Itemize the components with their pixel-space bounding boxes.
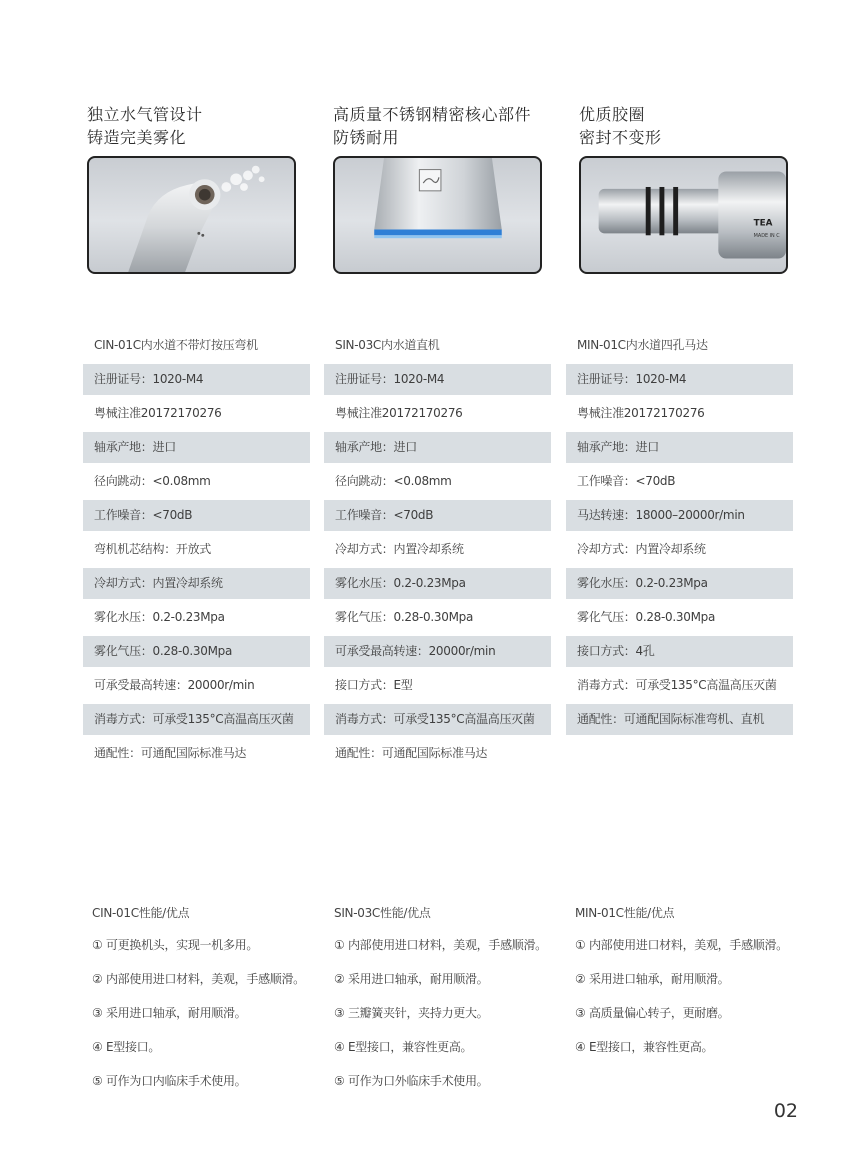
- spec-row: 注册证号：1020-M4: [83, 364, 310, 395]
- feature-2: [333, 103, 563, 149]
- advantage-item: ③ 三瓣簧夹针，夹持力更大。: [334, 1006, 489, 1020]
- spec-row: 轴承产地：进口: [324, 432, 551, 463]
- feature-1-line-1: 独立水气管设计: [87, 105, 203, 124]
- spec-row: 可承受最高转速：20000r/min: [94, 678, 255, 692]
- feature-3: [579, 103, 809, 240]
- motor-photo: [579, 156, 788, 274]
- spec-row: 消毒方式：可承受135°C高温高压灭菌: [83, 704, 310, 735]
- advantage-item: ③ 采用进口轴承，耐用顺滑。: [92, 1006, 247, 1020]
- advantage-item: ⑤ 可作为口内临床手术使用。: [92, 1074, 247, 1088]
- advantage-item: ④ E型接口，兼容性更高。: [334, 1040, 473, 1054]
- advantages-title: SIN-03C性能/优点: [334, 906, 431, 920]
- spec-row: 粤械注准20172170276: [94, 406, 222, 420]
- feature-3-line-2: 密封不变形: [579, 128, 662, 147]
- spec-row: 冷却方式：内置冷却系统: [577, 542, 706, 556]
- spec-row: 消毒方式：可承受135°C高温高压灭菌: [577, 678, 777, 692]
- feature-2-line-1: 高质量不锈钢精密核心部件: [333, 105, 532, 124]
- advantage-item: ④ E型接口。: [92, 1040, 161, 1054]
- spec-row: 雾化气压：0.28-0.30Mpa: [335, 610, 473, 624]
- spec-row: 雾化水压：0.2-0.23Mpa: [324, 568, 551, 599]
- spec-row: 注册证号：1020-M4: [324, 364, 551, 395]
- spec-table-min01c: [566, 329, 793, 735]
- spec-row: 接口方式：E型: [335, 678, 413, 692]
- spec-title: MIN-01C内水道四孔马达: [577, 338, 708, 352]
- spec-row: 雾化气压：0.28-0.30Mpa: [83, 636, 310, 667]
- page-number: 02: [773, 1100, 798, 1122]
- spec-row: 径向跳动：<0.08mm: [335, 474, 452, 488]
- advantages-sin03c: [326, 899, 561, 1098]
- handpiece-head-photo: [87, 156, 296, 274]
- advantage-item: ② 采用进口轴承，耐用顺滑。: [334, 972, 489, 986]
- spec-row: 冷却方式：内置冷却系统: [83, 568, 310, 599]
- advantages-title: CIN-01C性能/优点: [92, 906, 190, 920]
- spec-row: 接口方式：4孔: [566, 636, 793, 667]
- feature-2-line-2: 防锈耐用: [333, 128, 400, 147]
- spec-row: 工作噪音：<70dB: [577, 474, 676, 488]
- advantage-item: ④ E型接口，兼容性更高。: [575, 1040, 714, 1054]
- advantage-item: ① 内部使用进口材料，美观，手感顺滑。: [334, 938, 547, 952]
- advantages-cin01c: [84, 899, 319, 1098]
- motor-brand-text: TEA: [753, 218, 773, 229]
- spec-row: 可承受最高转速：20000r/min: [324, 636, 551, 667]
- spec-table-sin03c: [324, 329, 551, 769]
- straight-handpiece-photo: [333, 156, 542, 274]
- spec-row: 弯机机芯结构：开放式: [94, 542, 212, 556]
- advantage-item: ① 内部使用进口材料，美观，手感顺滑。: [575, 938, 788, 952]
- feature-1: [87, 103, 317, 149]
- spec-row: 通配性：可通配国际标准马达: [335, 746, 488, 760]
- advantage-item: ⑤ 可作为口外临床手术使用。: [334, 1074, 489, 1088]
- advantage-item: ② 采用进口轴承，耐用顺滑。: [575, 972, 730, 986]
- spec-row: 消毒方式：可承受135°C高温高压灭菌: [324, 704, 551, 735]
- spec-row: 冷却方式：内置冷却系统: [335, 542, 464, 556]
- spec-row: 雾化气压：0.28-0.30Mpa: [577, 610, 715, 624]
- spec-row: 工作噪音：<70dB: [83, 500, 310, 531]
- spec-row: 轴承产地：进口: [566, 432, 793, 463]
- spec-row: 粤械注准20172170276: [577, 406, 705, 420]
- advantages-title: MIN-01C性能/优点: [575, 906, 675, 920]
- spec-row: 轴承产地：进口: [83, 432, 310, 463]
- spec-title: SIN-03C内水道直机: [335, 338, 440, 352]
- spec-row: 工作噪音：<70dB: [324, 500, 551, 531]
- spec-row: 雾化水压：0.2-0.23Mpa: [566, 568, 793, 599]
- feature-3-line-1: 优质胶圈: [579, 105, 646, 124]
- advantage-item: ③ 高质量偏心转子，更耐磨。: [575, 1006, 730, 1020]
- spec-row: 径向跳动：<0.08mm: [94, 474, 211, 488]
- motor-made-in-text: MADE IN C: [753, 233, 780, 240]
- spec-row: 雾化水压：0.2-0.23Mpa: [94, 610, 225, 624]
- advantages-min01c: [567, 899, 802, 1064]
- spec-row: 马达转速：18000–20000r/min: [566, 500, 793, 531]
- spec-row: 通配性：可通配国际标准弯机、直机: [566, 704, 793, 735]
- spec-row: 注册证号：1020-M4: [566, 364, 793, 395]
- advantage-item: ② 内部使用进口材料，美观，手感顺滑。: [92, 972, 305, 986]
- spec-title: CIN-01C内水道不带灯按压弯机: [94, 338, 258, 352]
- spec-table-cin01c: [83, 329, 310, 769]
- spec-row: 粤械注准20172170276: [335, 406, 463, 420]
- spec-row: 通配性：可通配国际标准马达: [94, 746, 247, 760]
- advantage-item: ① 可更换机头，实现一机多用。: [92, 938, 259, 952]
- feature-1-line-2: 铸造完美雾化: [87, 128, 187, 147]
